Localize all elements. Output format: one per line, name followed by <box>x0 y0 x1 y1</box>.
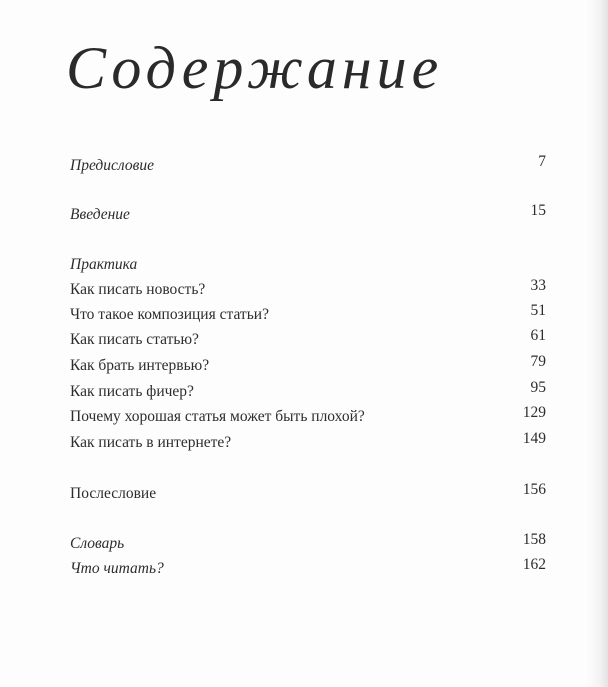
toc-entry-page: 149 <box>522 430 546 447</box>
toc-entry-page: 95 <box>530 379 546 396</box>
toc-entry <box>0 279 608 305</box>
toc-entry-label: Что читать? <box>70 560 164 577</box>
toc-entry-label: Что такое композиция статьи? <box>70 306 269 323</box>
toc-entry-page: 33 <box>530 277 546 294</box>
toc-entry <box>0 381 608 407</box>
toc-entry-label: Почему хорошая статья может быть плохой? <box>70 408 365 425</box>
toc-entry-preface <box>0 155 608 181</box>
toc-entry <box>0 432 608 458</box>
toc-entry <box>0 406 608 432</box>
page-title: Содержание <box>66 35 444 101</box>
toc-entry-label: Введение <box>70 206 130 223</box>
toc-entry-label: Как писать статью? <box>70 331 199 348</box>
toc-entry-label: Предисловие <box>70 157 154 174</box>
toc-entry-page: 156 <box>522 481 546 498</box>
toc-entry-page: 158 <box>522 531 546 548</box>
toc-entry-page: 79 <box>530 353 546 370</box>
toc-entry <box>0 304 608 330</box>
toc-entry-label: Как писать в интернете? <box>70 434 232 451</box>
toc-entry-label: Словарь <box>70 535 125 552</box>
toc-entry-page: 61 <box>530 327 546 344</box>
toc-entry-label: Как писать новость? <box>70 281 206 298</box>
toc-entry-reading-list <box>0 558 608 584</box>
toc-entry <box>0 355 608 381</box>
toc-entry-label: Как брать интервью? <box>70 357 210 374</box>
toc-section-heading: Практика <box>70 256 138 273</box>
toc-entry-introduction <box>0 204 608 230</box>
toc-entry-page: 7 <box>538 153 546 170</box>
toc-entry-afterword <box>0 483 608 509</box>
toc-entry-page: 15 <box>530 202 546 219</box>
toc-entry-page: 162 <box>522 556 546 573</box>
toc-entry-page: 51 <box>530 302 546 319</box>
toc-entry <box>0 329 608 355</box>
toc-entry-label: Как писать фичер? <box>70 383 194 400</box>
toc-entry-page: 129 <box>522 404 546 421</box>
toc-entry-glossary <box>0 533 608 559</box>
toc-entry-label: Послесловие <box>70 485 157 502</box>
